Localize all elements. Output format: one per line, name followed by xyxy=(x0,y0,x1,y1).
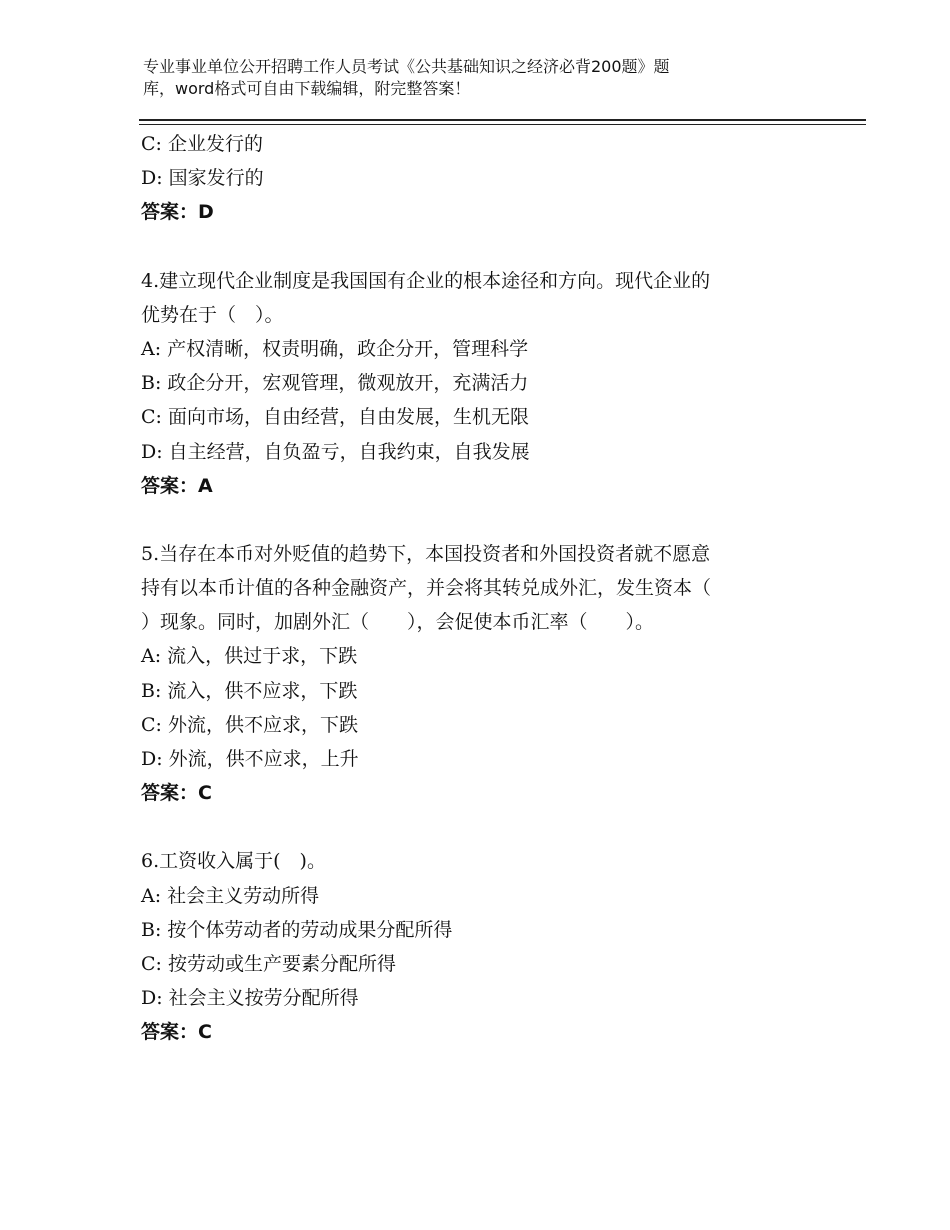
option-a: A: 产权清晰，权责明确，政企分开，管理科学 xyxy=(141,337,529,360)
spacer xyxy=(141,503,841,537)
option-b: B: 按个体劳动者的劳动成果分配所得 xyxy=(141,918,453,941)
question-text: 5.当存在本币对外贬值的趋势下，本国投资者和外国投资者就不愿意 xyxy=(141,542,711,565)
option-d: D: 国家发行的 xyxy=(141,167,264,190)
answer-line: 答案：D xyxy=(141,201,214,224)
header-line-1: 专业事业单位公开招聘工作人员考试《公共基础知识之经济必背200题》题 xyxy=(143,57,670,76)
option-c: C: 面向市场，自由经营，自由发展，生机无限 xyxy=(141,406,529,429)
answer-line: 答案：C xyxy=(141,1021,212,1044)
option-c: C: 按劳动或生产要素分配所得 xyxy=(141,952,396,975)
option-d: D: 外流，供不应求，上升 xyxy=(141,748,359,770)
question-block-4 xyxy=(141,264,841,503)
question-list xyxy=(141,127,841,1050)
question-text: 4.建立现代企业制度是我国国有企业的根本途径和方向。现代企业的 xyxy=(141,269,711,292)
option-b: B: 流入，供不应求，下跌 xyxy=(141,679,358,702)
option-d: D: 社会主义按劳分配所得 xyxy=(141,987,359,1010)
spacer xyxy=(141,230,841,264)
question-text: ）现象。同时，加剧外汇（ ），会促使本币汇率（ ）。 xyxy=(141,611,655,634)
question-text: 优势在于（ ）。 xyxy=(141,303,284,326)
document-header xyxy=(143,56,783,100)
question-block-3-continued xyxy=(141,127,841,230)
option-b: B: 政企分开，宏观管理，微观放开，充满活力 xyxy=(141,372,529,395)
question-block-6 xyxy=(141,844,841,1049)
header-divider-thin xyxy=(139,124,866,125)
option-d: D: 自主经营，自负盈亏，自我约束，自我发展 xyxy=(141,440,530,463)
option-c: C: 企业发行的 xyxy=(141,133,263,155)
header-divider-thick xyxy=(139,119,866,121)
question-text: 持有以本币计值的各种金融资产，并会将其转兑成外汇，发生资本（ xyxy=(141,577,712,600)
spacer xyxy=(141,810,841,844)
option-a: A: 流入，供过于求，下跌 xyxy=(141,645,358,668)
option-c: C: 外流，供不应求，下跌 xyxy=(141,713,358,736)
question-block-5 xyxy=(141,537,841,811)
option-a: A: 社会主义劳动所得 xyxy=(141,884,320,907)
answer-line: 答案：C xyxy=(141,782,212,805)
answer-line: 答案：A xyxy=(141,474,213,497)
question-text: 6.工资收入属于( )。 xyxy=(141,850,326,873)
header-line-2: 库，word格式可自由下载编辑，附完整答案！ xyxy=(143,79,471,98)
